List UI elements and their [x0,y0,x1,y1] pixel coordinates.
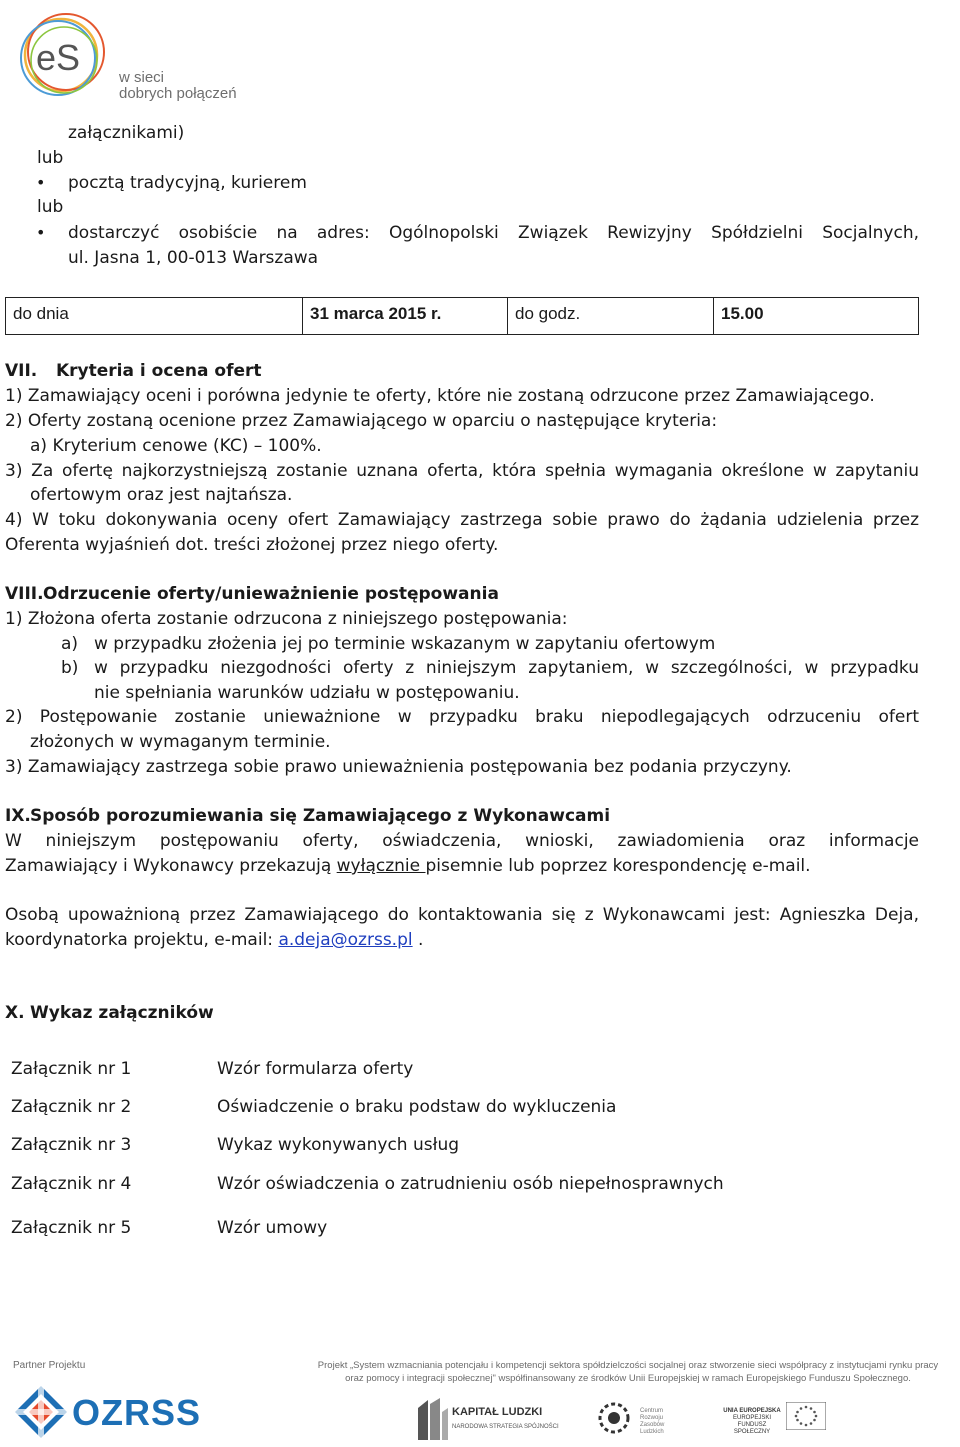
attachment-desc: Wzór umowy [217,1218,328,1238]
eu-text [723,1408,781,1436]
email-link[interactable]: a.deja@ozrss.pl [278,930,413,950]
paragraph: 2) Oferty zostaną ocenione przez Zamawiającego w oparciu o następujące kryteria: [5,411,718,431]
crzl-line: Zasobów [640,1422,665,1428]
deadline-hour: 15.00 [721,304,764,323]
paragraph: 4) W toku dokonywania oceny ofert Zamawiający zastrzega sobie prawo do żądania udzielenia przez [5,510,919,530]
attachment-label: Załącznik nr 2 [11,1097,132,1117]
section-title: Sposób porozumiewania się Zamawiającego z Wykonawcami [30,806,611,826]
paragraph-cont: ofertowym oraz jest najtańsza. [30,485,293,505]
text-part: Zamawiający i Wykonawcy przekazują [5,856,337,876]
section-title: Odrzucenie oferty/unieważnienie postępowania [43,584,499,604]
section-number: X. [5,1003,25,1023]
list-item: w przypadku złożenia jej po terminie wskazanym w zapytaniu ofertowym [94,634,716,654]
footer-project-line1: Projekt „System wzmacniania potencjału i kompetencji sektora spółdzielczości socjalnej oraz stworzenie sieci współpracy z instytucjami rynku pracy [317,1360,939,1371]
logo-text [119,70,237,102]
paragraph: Osobą upoważnioną przez Zamawiającego do kontaktowania się z Wykonawcami jest: Agnieszka Deja, [5,905,919,925]
paragraph-cont [5,856,811,876]
ozrss-logo-text: OZRSS [72,1392,202,1433]
attachment-desc: Wzór formularza oferty [217,1059,414,1079]
eu-line: FUNDUSZ SPOŁECZNY [733,1422,771,1435]
bullet-item-address: ul. Jasna 1, 00-013 Warszawa [68,248,319,268]
deadline-date: 31 marca 2015 r. [303,298,508,334]
text-part: . [412,930,424,950]
deadline-hour-label: do godz. [508,298,714,334]
crzl-logo-icon [596,1400,636,1436]
deadline-label: do dnia [6,298,303,334]
footer-project-line2: oraz pomocy i integracji społecznej" współfinansowany ze środków Unii Europejskiej w ramach Europejskiego Funduszu Społecznego. [345,1373,911,1384]
bullet-item-personal: dostarczyć osobiście na adres: Ogólnopolski Związek Rewizyjny Spółdzielni Socjalnych, [68,223,919,243]
paragraph-cont [5,930,423,950]
attachment-label: Załącznik nr 3 [11,1135,132,1155]
bullet-icon: • [36,173,46,192]
eu-line: UNIA EUROPEJSKA [723,1408,781,1414]
crzl-text [640,1408,664,1436]
attachment-desc: Wzór oświadczenia o zatrudnieniu osób niepełnosprawnych [217,1174,724,1194]
crzl-line: Ludzkich [640,1429,664,1435]
list-item-cont: nie spełniania warunków udziału w postępowaniu. [94,683,520,703]
eu-line: EUROPEJSKI [732,1415,771,1421]
continuation-text: załącznikami) [68,123,185,143]
text-part: pisemnie lub poprzez korespondencję e-mail. [425,856,811,876]
attachment-label: Załącznik nr 1 [11,1059,132,1079]
or-text: lub [37,148,64,168]
kapital-ludzki-icon [418,1398,448,1440]
footer-project-text [300,1359,956,1385]
paragraph-cont: Oferenta wyjaśnień dot. treści złożonej przez niego oferty. [5,535,499,555]
attachment-label: Załącznik nr 4 [11,1174,132,1194]
paragraph: 2) Postępowanie zostanie unieważnione w przypadku braku niepodlegających odrzuceniu ofert [5,707,919,727]
logo-mark: eS [36,37,81,78]
deadline-table [5,297,919,335]
eu-flag-icon [786,1402,826,1430]
bullet-icon: • [36,223,46,242]
footer-partner-label: Partner Projektu [13,1360,86,1371]
section-title: Wykaz załączników [30,1003,214,1023]
logo-line2: dobrych połączeń [119,85,237,102]
paragraph: W niniejszym postępowaniu oferty, oświadczenia, wnioski, zawiadomienia oraz informacje [5,831,919,851]
logo-circles [14,8,114,103]
criterion-item: a) Kryterium cenowe (KC) – 100%. [30,436,322,456]
logo-line1: w sieci [119,69,165,86]
section-number: VII. [5,361,38,381]
kapital-ludzki-title: KAPITAŁ LUDZKI [452,1406,543,1418]
paragraph-cont: złożonych w wymaganym terminie. [30,732,331,752]
paragraph: 1) Złożona oferta zostanie odrzucona z niniejszego postępowania: [5,609,568,629]
paragraph: 3) Zamawiający zastrzega sobie prawo unieważnienia postępowania bez podania przyczyny. [5,757,792,777]
paragraph: 3) Za ofertę najkorzystniejszą zostanie uznana oferta, która spełnia wymagania określone w zapytaniu [5,461,919,481]
list-label: b) [61,658,79,678]
crzl-line: Centrum [640,1408,664,1414]
bullet-item-post: pocztą tradycyjną, kurierem [68,173,307,193]
paragraph: 1) Zamawiający oceni i porówna jedynie te oferty, które nie zostaną odrzucone przez Zamawiającego. [5,386,875,406]
or-text: lub [37,197,64,217]
es-logo [14,8,244,103]
section-number: IX. [5,806,31,826]
underlined-word: wyłącznie [336,856,426,876]
attachment-desc: Wykaz wykonywanych usług [217,1135,460,1155]
text-part: koordynatorka projektu, e-mail: [5,930,279,950]
list-label: a) [61,634,79,654]
attachment-label: Załącznik nr 5 [11,1218,132,1238]
kapital-ludzki-subtitle: NARODOWA STRATEGIA SPÓJNOŚCI [452,1424,559,1430]
list-item: w przypadku niezgodności oferty z niniejszym zapytaniem, w szczególności, w przypadku [94,658,919,678]
crzl-line: Rozwoju [640,1415,664,1421]
ozrss-logo-icon [13,1384,69,1440]
attachment-desc: Oświadczenie o braku podstaw do wykluczenia [217,1097,617,1117]
section-title: Kryteria i ocena ofert [56,361,262,381]
section-number: VIII. [5,584,44,604]
